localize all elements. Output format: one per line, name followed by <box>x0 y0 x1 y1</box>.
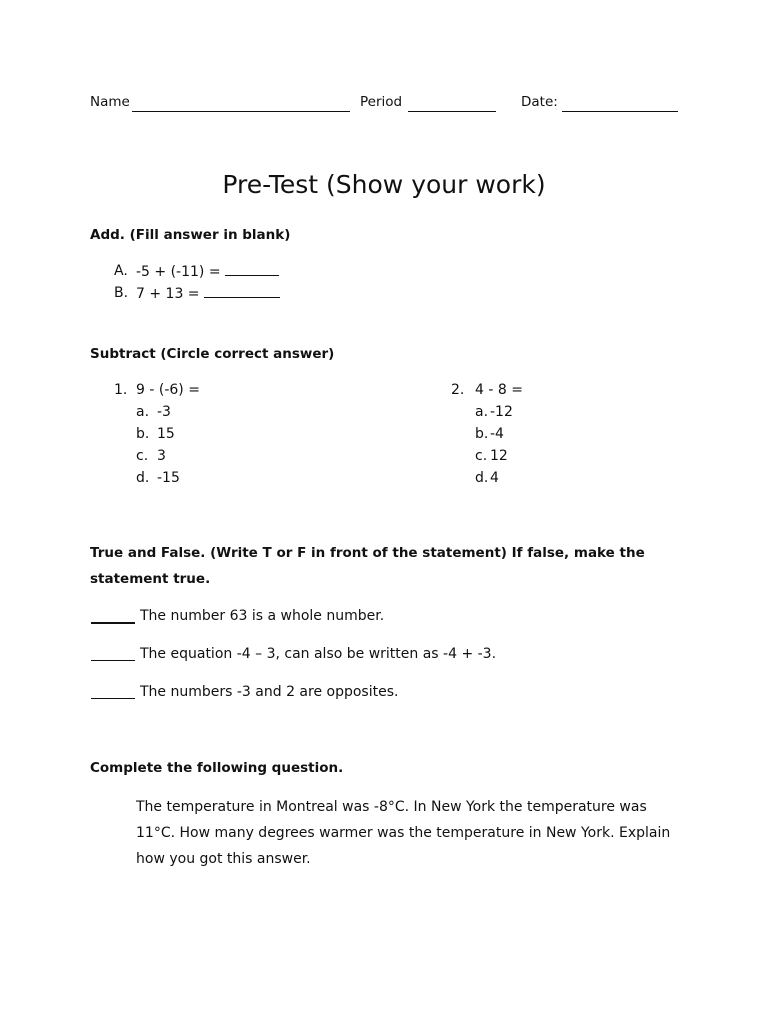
tf-statement-2: The equation -4 – 3, can also be written as -4 + -3. <box>140 646 497 662</box>
subtract-q1-expr: 9 - (-6) = <box>136 382 200 398</box>
complete-heading: Complete the following question. <box>90 760 344 776</box>
tf-answer-blank-2[interactable] <box>91 646 135 661</box>
q1-option-d-letter: d. <box>136 470 150 486</box>
period-blank[interactable] <box>408 111 496 112</box>
q2-option-b-value[interactable]: -4 <box>490 426 504 442</box>
true-false-heading-line1: True and False. (Write T or F in front of the statement) If false, make the <box>90 545 645 561</box>
subtract-q2-number: 2. <box>451 382 465 398</box>
date-label: Date: <box>521 94 558 110</box>
add-item-b <box>136 285 280 302</box>
add-heading: Add. (Fill answer in blank) <box>90 227 291 243</box>
q2-option-a-letter: a. <box>475 404 489 420</box>
add-item-a <box>136 263 279 280</box>
subtract-heading: Subtract (Circle correct answer) <box>90 346 335 362</box>
subtract-q2-expr: 4 - 8 = <box>475 382 523 398</box>
add-item-a-letter: A. <box>114 263 128 279</box>
date-blank[interactable] <box>562 111 678 112</box>
true-false-heading-line2: statement true. <box>90 571 211 587</box>
add-item-b-answer-blank[interactable] <box>204 285 280 298</box>
q1-option-c-value[interactable]: 3 <box>157 448 166 464</box>
q1-option-d-value[interactable]: -15 <box>157 470 180 486</box>
q2-option-b-letter: b. <box>475 426 489 442</box>
add-item-b-letter: B. <box>114 285 129 301</box>
q1-option-a-value[interactable]: -3 <box>157 404 171 420</box>
add-item-a-answer-blank[interactable] <box>225 263 279 276</box>
name-blank[interactable] <box>132 111 350 112</box>
temperature-question: The temperature in Montreal was -8°C. In New York the temperature was 11°C. How many degrees warmer was the temperature in New York. Explain how you got this answer. <box>136 799 671 867</box>
q2-option-d-value[interactable]: 4 <box>490 470 499 486</box>
tf-answer-blank-3[interactable] <box>91 684 135 699</box>
q1-option-a-letter: a. <box>136 404 150 420</box>
add-item-b-expr: 7 + 13 = <box>136 286 200 302</box>
page-title: Pre-Test (Show your work) <box>222 170 546 199</box>
subtract-q1-number: 1. <box>114 382 128 398</box>
q1-option-c-letter: c. <box>136 448 149 464</box>
q1-option-b-value[interactable]: 15 <box>157 426 175 442</box>
tf-statement-3: The numbers -3 and 2 are opposites. <box>140 684 399 700</box>
q2-option-c-value[interactable]: 12 <box>490 448 508 464</box>
period-label: Period <box>360 94 403 110</box>
q1-option-b-letter: b. <box>136 426 150 442</box>
q2-option-c-letter: c. <box>475 448 488 464</box>
q2-option-d-letter: d. <box>475 470 489 486</box>
tf-answer-blank-1[interactable] <box>91 608 135 624</box>
tf-statement-1: The number 63 is a whole number. <box>140 608 385 624</box>
q2-option-a-value[interactable]: -12 <box>490 404 513 420</box>
add-item-a-expr: -5 + (-11) = <box>136 264 221 280</box>
name-label: Name <box>90 94 130 110</box>
